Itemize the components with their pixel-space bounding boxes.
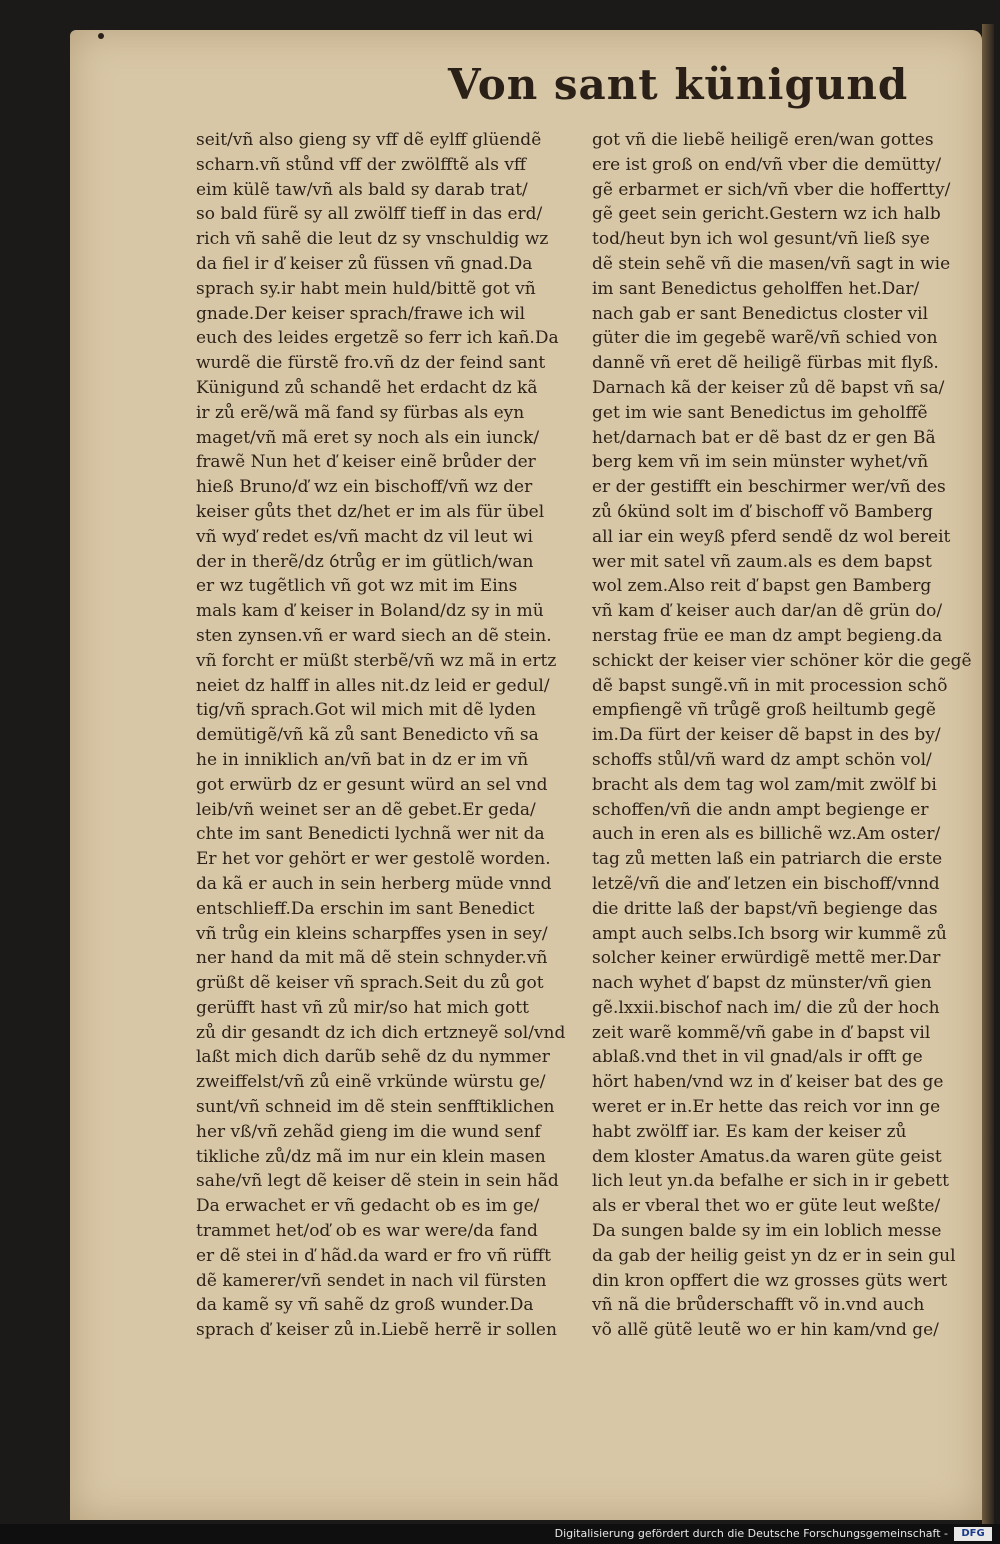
page-edge — [982, 24, 994, 1524]
text-line: wol zem.Also reit ď bapst gen Bamberg — [592, 576, 932, 597]
text-line: dẽ kamerer/vñ sendet in nach vil fürsten — [196, 1270, 547, 1291]
text-line: zů ỽkünd solt im ď bischoff võ Bamberg — [592, 501, 933, 522]
text-line: vñ nã die brůderschafft võ in.vnd auch — [592, 1295, 925, 1316]
text-line: nerstag früe ee man dz ampt begieng.da — [592, 625, 943, 646]
text-line: get im wie sant Benedictus im geholffẽ — [592, 402, 928, 423]
text-line: gerüfft hast vñ zů mir/so hat mich gott — [196, 997, 529, 1018]
text-line: er wz tugẽtlich vñ got wz mit im Eins — [196, 576, 518, 597]
text-line: zeit warẽ kommẽ/vñ gabe in ď bapst vil — [592, 1022, 931, 1043]
text-line: güter die im gegebẽ warẽ/vñ schied von — [592, 328, 938, 349]
text-line: dẽ stein sehẽ vñ die masen/vñ sagt in wie — [592, 253, 951, 274]
text-line: euch des leides ergetzẽ so ferr ich kañ.Da — [196, 328, 559, 349]
text-line: mals kam ď keiser in Boland/dz sy in mü — [196, 601, 544, 622]
text-line: berg kem vñ im sein münster wyhet/vñ — [592, 452, 929, 473]
text-line: gẽ.lxxii.bischof nach im/ die zů der hoch — [592, 997, 940, 1018]
text-line: habt zwölff iar. Es kam der keiser zů — [592, 1121, 907, 1142]
text-line: auch in eren als es billichẽ wz.Am oster/ — [592, 824, 941, 845]
text-line: sprach sy.ir habt mein huld/bittẽ got vñ — [196, 278, 536, 299]
text-line: leib/vñ weinet ser an dẽ gebet.Er geda/ — [196, 799, 536, 820]
text-line: maget/vñ mã eret sy noch als ein iunck/ — [196, 427, 540, 448]
text-line: Er het vor gehört er wer gestolẽ worden. — [196, 849, 551, 870]
text-line: rich vñ sahẽ die leut dz sy vnschuldig wz — [196, 229, 549, 250]
text-line: die dritte laß der bapst/vñ begienge das — [592, 898, 938, 919]
text-line: demütigẽ/vñ kã zů sant Benedicto vñ sa — [196, 725, 539, 746]
text-line: sten zynsen.vñ er ward siech an dẽ stein. — [196, 625, 552, 646]
ink-mark — [98, 33, 104, 39]
text-line: hört haben/vnd wz in ď keiser bat des ge — [592, 1072, 944, 1093]
text-line: sahe/vñ legt dẽ keiser dẽ stein in sein hãd — [196, 1171, 559, 1192]
text-line: dannẽ vñ eret dẽ heiligẽ fürbas mit flyß. — [592, 353, 939, 374]
text-line: schoffen/vñ die andn ampt begienge er — [592, 799, 929, 820]
text-line: empfiengẽ vñ trůgẽ groß heiltumb gegẽ — [592, 700, 936, 721]
text-line: im.Da fürt der keiser dẽ bapst in des by/ — [592, 725, 941, 746]
text-line: ablaß.vnd thet in vil gnad/als ir offt ge — [592, 1047, 923, 1068]
text-line: er dẽ stei in ď hãd.da ward er fro vñ rüfft — [196, 1245, 551, 1266]
text-line: scharn.vñ stůnd vff der zwölfftẽ als vff — [196, 154, 526, 175]
text-line: gnade.Der keiser sprach/frawe ich wil — [196, 303, 526, 324]
text-line: all iar ein weyß pferd sendẽ dz wol bereit — [592, 526, 951, 547]
text-line: entschlieff.Da erschin im sant Benedict — [196, 898, 535, 919]
text-line: vñ trůg ein kleins scharpffes ysen in sey/ — [196, 923, 548, 944]
text-line: so bald fürẽ sy all zwölff tieff in das erd/ — [196, 204, 543, 225]
text-line: her vß/vñ zehãd gieng im die wund senf — [196, 1121, 541, 1142]
text-line: vñ kam ď keiser auch dar/an dẽ grün do/ — [592, 601, 943, 622]
text-line: tikliche zů/dz mã im nur ein klein masen — [196, 1146, 546, 1167]
text-line: dẽ bapst sungẽ.vñ in mit procession schõ — [592, 675, 948, 696]
text-line: da kã er auch in sein herberg müde vnnd — [196, 873, 552, 894]
text-line: solcher keiner erwürdigẽ mettẽ mer.Dar — [592, 948, 941, 969]
footer-bar — [0, 1524, 1000, 1544]
text-line: tag zů metten laß ein patriarch die erste — [592, 849, 943, 870]
text-line: da kamẽ sy vñ sahẽ dz groß wunder.Da — [196, 1295, 534, 1316]
text-line: ir zů erẽ/wã mã fand sy fürbas als eyn — [196, 402, 525, 423]
text-line: Da sungen balde sy im ein loblich messe — [592, 1221, 942, 1242]
text-line: zweiffelst/vñ zů einẽ vrkünde würstu ge/ — [196, 1072, 546, 1093]
text-line: schoffs stůl/vñ ward dz ampt schön vol/ — [592, 749, 932, 770]
text-line: trammet het/oď ob es war were/da fand — [196, 1221, 538, 1242]
text-line: frawẽ Nun het ď keiser einẽ brůder der — [196, 452, 536, 473]
funding-notice: Digitalisierung gefördert durch die Deutsche Forschungsgemeinschaft - — [554, 1527, 948, 1540]
text-line: er der gestifft ein beschirmer wer/vñ des — [592, 477, 946, 498]
text-line: tod/heut byn ich wol gesunt/vñ ließ sye — [592, 229, 930, 250]
text-line: neiet dz halff in alles nit.dz leid er gedul/ — [196, 675, 550, 696]
text-line: Da erwachet er vñ gedacht ob es im ge/ — [196, 1196, 540, 1217]
text-line: seit/vñ also gieng sy vff dẽ eylff glüendẽ — [196, 130, 542, 150]
text-line: wurdẽ die fürstẽ fro.vñ dz der feind sant — [196, 353, 546, 374]
text-line: ner hand da mit mã dẽ stein schnyder.vñ — [196, 948, 548, 969]
text-line: chte im sant Benedicti lychnã wer nit da — [196, 824, 545, 845]
text-line: sunt/vñ schneid im dẽ stein senfftiklichen — [196, 1097, 555, 1118]
text-line: da fiel ir ď keiser zů füssen vñ gnad.Da — [196, 253, 533, 274]
text-line: gẽ erbarmet er sich/vñ vber die hoffertty/ — [592, 179, 951, 200]
text-line: got erwürb dz er gesunt würd an sel vnd — [196, 774, 548, 795]
text-line: vñ forcht er müßt sterbẽ/vñ wz mã in ertz — [196, 650, 557, 671]
dfg-logo: DFG — [954, 1527, 992, 1541]
text-line: keiser gůts thet dz/het er im als für übel — [196, 501, 545, 522]
text-line: im sant Benedictus geholffen het.Dar/ — [592, 278, 920, 299]
text-line: Künigund zů schandẽ het erdacht dz kã — [196, 377, 538, 398]
text-line: bracht als dem tag wol zam/mit zwölf bi — [592, 774, 937, 795]
text-line: dem kloster Amatus.da waren güte geist — [592, 1146, 942, 1167]
text-line: he in inniklich an/vñ bat in dz er im vñ — [196, 749, 529, 770]
text-line: schickt der keiser vier schöner kör die gegẽ — [592, 650, 972, 671]
text-line: letzẽ/vñ die anď letzen ein bischoff/vnnd — [592, 873, 940, 894]
text-line: grüßt dẽ keiser vñ sprach.Seit du zů got — [196, 973, 544, 994]
text-line: sprach ď keiser zů in.Liebẽ herrẽ ir sollen — [196, 1320, 557, 1341]
right-text-column — [592, 128, 972, 1341]
text-line: nach gab er sant Benedictus closter vil — [592, 303, 929, 324]
text-line: eim külẽ taw/vñ als bald sy darab trat/ — [196, 179, 528, 200]
text-line: laßt mich dich darũb sehẽ dz du nymmer — [196, 1047, 550, 1068]
running-header: Von sant künigund — [448, 60, 909, 109]
text-line: võ allẽ gütẽ leutẽ wo er hin kam/vnd ge/ — [592, 1320, 939, 1341]
text-line: het/darnach bat er dẽ bast dz er gen Bã — [592, 427, 936, 448]
text-line: ere ist groß on end/vñ vber die demütty/ — [592, 154, 942, 175]
text-line: wer mit satel vñ zaum.als es dem bapst — [592, 551, 932, 572]
text-line: got vñ die liebẽ heiligẽ eren/wan gottes — [592, 130, 934, 150]
text-line: hieß Bruno/ď wz ein bischoff/vñ wz der — [196, 477, 533, 498]
text-line: nach wyhet ď bapst dz münster/vñ gien — [592, 973, 932, 994]
text-line: da gab der heilig geist yn dz er in sein gul — [592, 1245, 956, 1266]
text-line: tig/vñ sprach.Got wil mich mit dẽ lyden — [196, 700, 536, 721]
text-line: Darnach kã der keiser zů dẽ bapst vñ sa/ — [592, 377, 945, 398]
text-line: din kron opffert die wz grosses güts wert — [592, 1270, 948, 1291]
text-line: gẽ geet sein gericht.Gestern wz ich halb — [592, 204, 941, 225]
text-line: der in therẽ/dz ỽtrůg er im gütlich/wan — [196, 551, 534, 572]
text-line: zů dir gesandt dz ich dich ertzneyẽ sol/vnd — [196, 1022, 566, 1043]
text-line: als er vberal thet wo er güte leut weßte/ — [592, 1196, 941, 1217]
text-line: vñ wyď redet es/vñ macht dz vil leut wi — [196, 526, 533, 547]
text-line: ampt auch selbs.Ich bsorg wir kummẽ zů — [592, 923, 947, 944]
left-text-column — [196, 128, 568, 1341]
text-line: weret er in.Er hette das reich vor inn ge — [592, 1097, 941, 1118]
text-line: lich leut yn.da befalhe er sich in ir gebett — [592, 1171, 949, 1192]
